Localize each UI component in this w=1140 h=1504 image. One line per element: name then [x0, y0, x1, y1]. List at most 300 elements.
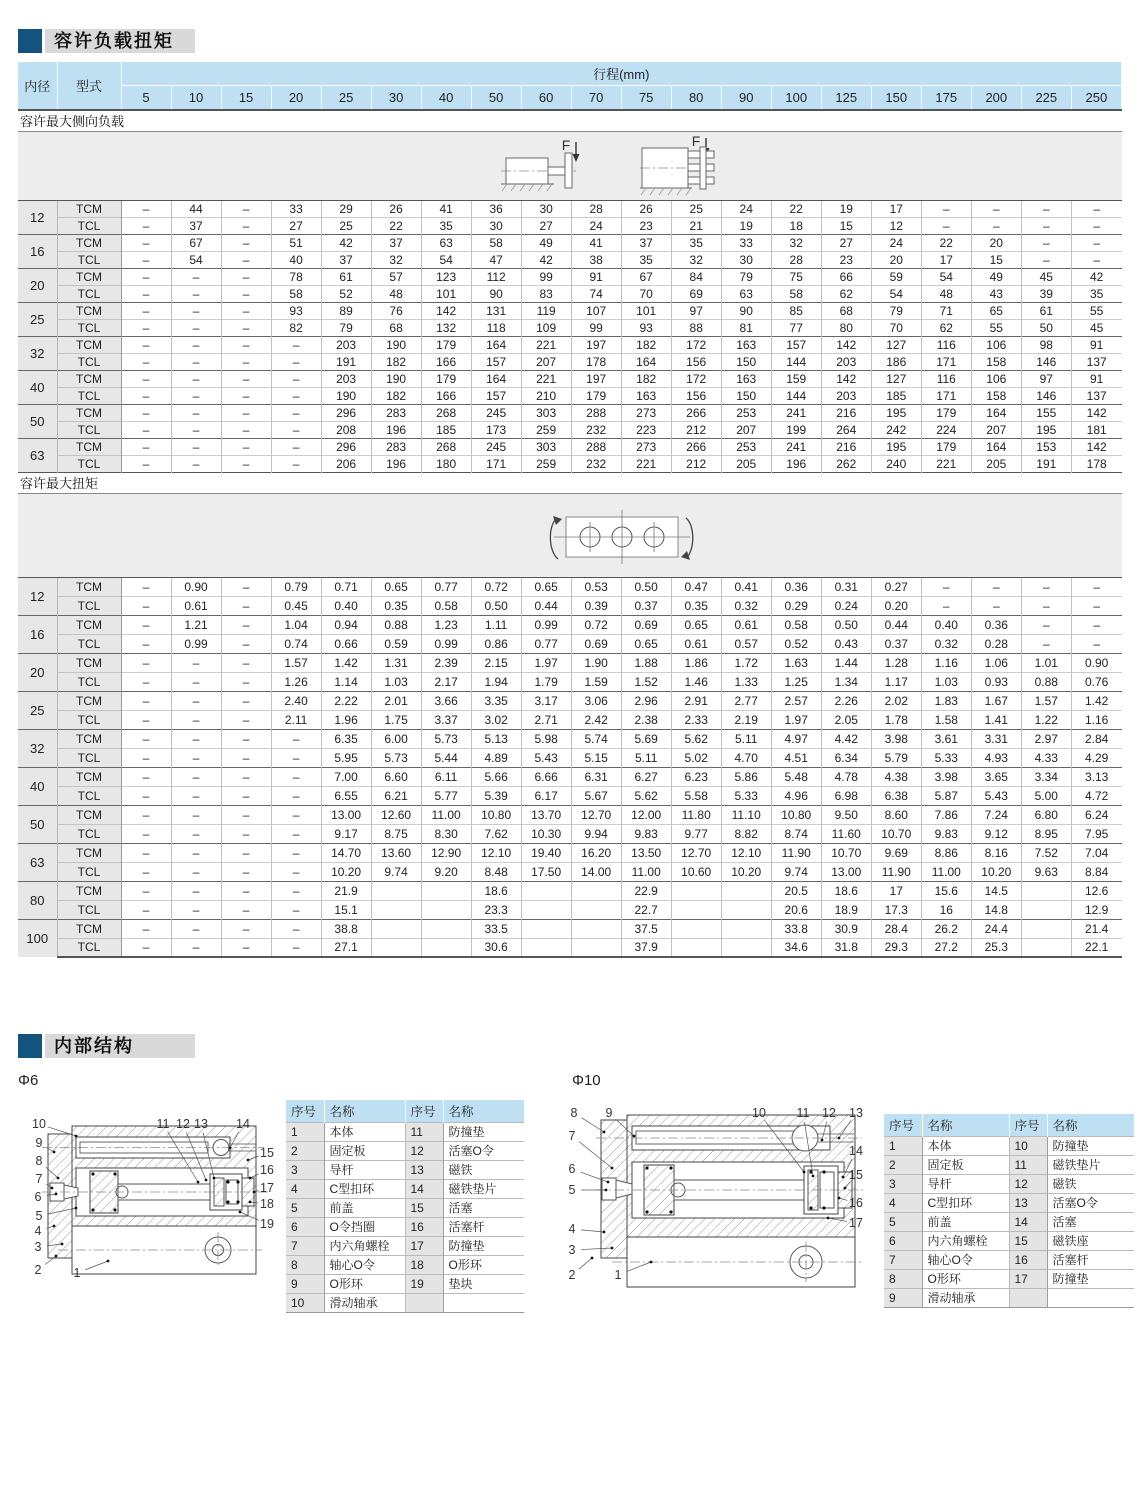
data-row-20-TCL	[18, 285, 1122, 302]
value-cell: 81	[721, 319, 771, 336]
value-cell: 8.48	[471, 862, 521, 881]
value-cell	[371, 919, 421, 938]
value-cell: 22	[921, 234, 971, 251]
value-cell: 15	[821, 217, 871, 234]
value-cell: –	[121, 729, 171, 748]
value-cell: 5.58	[671, 786, 721, 805]
value-cell: 14.70	[321, 843, 371, 862]
title-square-icon	[18, 1034, 42, 1058]
type-cell: TCL	[57, 672, 121, 691]
type-cell: TCL	[57, 900, 121, 919]
value-cell: 3.98	[921, 767, 971, 786]
value-cell: 2.26	[821, 691, 871, 710]
value-cell: 93	[621, 319, 671, 336]
value-cell: 10.80	[471, 805, 521, 824]
value-cell: 1.25	[771, 672, 821, 691]
torque-diagram-band	[18, 493, 1122, 577]
part-number: 10	[1009, 1136, 1047, 1155]
value-cell: –	[171, 805, 221, 824]
value-cell: 17	[921, 251, 971, 268]
value-cell: 6.21	[371, 786, 421, 805]
value-cell: 38	[571, 251, 621, 268]
stroke-col-header: 150	[871, 85, 921, 110]
col-header-name: 名称	[1047, 1114, 1134, 1136]
value-cell: 127	[871, 370, 921, 387]
value-cell: 54	[421, 251, 471, 268]
value-cell: 0.90	[171, 577, 221, 596]
value-cell: 6.35	[321, 729, 371, 748]
value-cell: 27	[521, 217, 571, 234]
value-cell	[721, 919, 771, 938]
part-name: 本体	[324, 1122, 405, 1141]
value-cell: 27	[271, 217, 321, 234]
leader-dot	[650, 1261, 653, 1264]
value-cell: 40	[271, 251, 321, 268]
value-cell: 195	[871, 438, 921, 455]
value-cell: –	[221, 843, 271, 862]
parts-row	[286, 1198, 524, 1217]
value-cell: –	[1071, 200, 1121, 217]
value-cell: 142	[1071, 404, 1121, 421]
value-cell: 18.6	[821, 881, 871, 900]
value-cell: 0.88	[371, 615, 421, 634]
parts-row	[884, 1155, 1134, 1174]
value-cell: 3.35	[471, 691, 521, 710]
callout-number-13: 13	[194, 1117, 208, 1131]
parts-row	[286, 1293, 524, 1312]
value-cell: 182	[621, 336, 671, 353]
value-cell: 137	[1071, 387, 1121, 404]
leader-line	[579, 1258, 592, 1269]
section-header-internal	[18, 1033, 195, 1059]
value-cell: 11.00	[421, 805, 471, 824]
value-cell: 33	[721, 234, 771, 251]
value-cell: –	[121, 710, 171, 729]
value-cell: 0.90	[1071, 653, 1121, 672]
value-cell: –	[1021, 251, 1071, 268]
data-row-32-TCL	[18, 353, 1122, 370]
value-cell: –	[1021, 217, 1071, 234]
type-cell: TCL	[57, 710, 121, 729]
part-name	[443, 1293, 524, 1312]
value-cell: 1.01	[1021, 653, 1071, 672]
bore-column-header: 内径	[18, 62, 57, 110]
torque-diagram	[530, 505, 710, 567]
callout-number-16: 16	[849, 1196, 863, 1210]
value-cell: 5.69	[621, 729, 671, 748]
value-cell	[571, 938, 621, 957]
value-cell: 11.90	[771, 843, 821, 862]
type-cell: TCM	[57, 615, 121, 634]
part-name: 磁铁座	[1047, 1231, 1134, 1250]
value-cell: 196	[371, 421, 421, 438]
value-cell: 144	[771, 387, 821, 404]
part-name: C型扣环	[324, 1179, 405, 1198]
value-cell: 78	[271, 268, 321, 285]
value-cell: 203	[321, 370, 371, 387]
value-cell: 179	[921, 404, 971, 421]
part-number: 2	[884, 1155, 922, 1174]
value-cell: 116	[921, 370, 971, 387]
value-cell: 212	[671, 455, 721, 472]
value-cell: –	[1071, 596, 1121, 615]
value-cell: 195	[1021, 421, 1071, 438]
value-cell: 163	[721, 336, 771, 353]
value-cell: 3.34	[1021, 767, 1071, 786]
leader-dot	[247, 1159, 250, 1162]
value-cell: –	[271, 805, 321, 824]
parts-header-row	[884, 1114, 1134, 1136]
value-cell: 0.76	[1071, 672, 1121, 691]
part-number: 13	[1009, 1193, 1047, 1212]
value-cell: 1.16	[921, 653, 971, 672]
type-cell: TCM	[57, 370, 121, 387]
value-cell: 88	[671, 319, 721, 336]
value-cell: 240	[871, 455, 921, 472]
value-cell: 4.96	[771, 786, 821, 805]
value-cell: 3.06	[571, 691, 621, 710]
value-cell: 90	[471, 285, 521, 302]
value-cell: –	[271, 387, 321, 404]
value-cell: 0.77	[521, 634, 571, 653]
value-cell: 2.38	[621, 710, 671, 729]
value-cell: 1.03	[371, 672, 421, 691]
part-name: 防撞垫	[1047, 1136, 1134, 1155]
value-cell: –	[121, 370, 171, 387]
value-cell: 180	[421, 455, 471, 472]
value-cell: –	[121, 672, 171, 691]
value-cell: 303	[521, 438, 571, 455]
part-number: 3	[884, 1174, 922, 1193]
stroke-col-header: 5	[121, 85, 171, 110]
value-cell	[371, 938, 421, 957]
value-cell: 3.66	[421, 691, 471, 710]
value-cell: 191	[321, 353, 371, 370]
callout-number-4: 4	[568, 1222, 576, 1236]
type-cell: TCM	[57, 691, 121, 710]
type-cell: TCM	[57, 843, 121, 862]
value-cell	[1021, 900, 1071, 919]
value-cell: 66	[821, 268, 871, 285]
value-cell: 10.80	[771, 805, 821, 824]
value-cell: 11.60	[821, 824, 871, 843]
value-cell: 26	[621, 200, 671, 217]
value-cell: 172	[671, 336, 721, 353]
callout-number-4: 4	[34, 1224, 42, 1238]
value-cell: 172	[671, 370, 721, 387]
part-number: 12	[1009, 1174, 1047, 1193]
value-cell: 6.38	[871, 786, 921, 805]
value-cell: –	[1021, 615, 1071, 634]
bore-cell: 16	[18, 234, 57, 268]
type-cell: TCM	[57, 234, 121, 251]
col-header-no: 序号	[884, 1114, 922, 1136]
value-cell: 12.10	[721, 843, 771, 862]
value-cell: 163	[721, 370, 771, 387]
callout-number-2: 2	[568, 1268, 576, 1282]
value-cell	[371, 881, 421, 900]
parts-row	[884, 1193, 1134, 1212]
value-cell: 0.31	[821, 577, 871, 596]
stroke-col-header: 250	[1071, 85, 1121, 110]
value-cell: 91	[1071, 370, 1121, 387]
type-cell: TCL	[57, 285, 121, 302]
value-cell	[1021, 881, 1071, 900]
value-cell: 14.00	[571, 862, 621, 881]
parts-row	[884, 1174, 1134, 1193]
value-cell: 28	[771, 251, 821, 268]
part-name: 滑动轴承	[324, 1293, 405, 1312]
value-cell: 4.93	[971, 748, 1021, 767]
parts-row	[884, 1269, 1134, 1288]
type-cell: TCM	[57, 438, 121, 455]
parts-row	[884, 1136, 1134, 1155]
value-cell: 224	[921, 421, 971, 438]
value-cell: 30.6	[471, 938, 521, 957]
value-cell: 58	[771, 285, 821, 302]
value-cell: 5.77	[421, 786, 471, 805]
value-cell: 5.02	[671, 748, 721, 767]
value-cell: 39	[1021, 285, 1071, 302]
value-cell: 1.58	[921, 710, 971, 729]
part-number: 7	[286, 1236, 324, 1255]
value-cell: 26	[371, 200, 421, 217]
value-cell: 14.5	[971, 881, 1021, 900]
value-cell: 47	[471, 251, 521, 268]
value-cell: –	[171, 881, 221, 900]
value-cell	[521, 938, 571, 957]
value-cell: 142	[821, 336, 871, 353]
bore-cell: 32	[18, 729, 57, 767]
value-cell: –	[121, 824, 171, 843]
stroke-col-header: 20	[271, 85, 321, 110]
data-row-16-TCL	[18, 634, 1122, 653]
value-cell: 91	[1071, 336, 1121, 353]
value-cell: 54	[921, 268, 971, 285]
leader-dot	[107, 1260, 110, 1263]
value-cell: 190	[321, 387, 371, 404]
value-cell: 16	[921, 900, 971, 919]
leader-dot	[821, 1139, 824, 1142]
part-number: 7	[884, 1250, 922, 1269]
part-number: 4	[286, 1179, 324, 1198]
value-cell: –	[271, 729, 321, 748]
value-cell: 0.58	[771, 615, 821, 634]
part-name: 防撞垫	[443, 1122, 524, 1141]
type-cell: TCM	[57, 805, 121, 824]
value-cell: 4.29	[1071, 748, 1121, 767]
value-cell: 0.65	[521, 577, 571, 596]
value-cell: 268	[421, 438, 471, 455]
stroke-col-header: 225	[1021, 85, 1071, 110]
value-cell: –	[221, 234, 271, 251]
value-cell: 1.94	[471, 672, 521, 691]
type-cell: TCM	[57, 268, 121, 285]
value-cell: 62	[821, 285, 871, 302]
value-cell: 26.2	[921, 919, 971, 938]
value-cell: 207	[521, 353, 571, 370]
phi6-body	[42, 1126, 270, 1274]
value-cell: –	[971, 596, 1021, 615]
value-cell: 0.65	[371, 577, 421, 596]
value-cell: 2.77	[721, 691, 771, 710]
value-cell: 127	[871, 336, 921, 353]
value-cell: 112	[471, 268, 521, 285]
value-cell: –	[171, 319, 221, 336]
value-cell: 15.6	[921, 881, 971, 900]
value-cell: 5.00	[1021, 786, 1071, 805]
value-cell: 0.39	[571, 596, 621, 615]
value-cell: 0.52	[771, 634, 821, 653]
value-cell	[571, 900, 621, 919]
data-row-63-TCL	[18, 455, 1122, 472]
lateral-load-subheader	[18, 110, 1122, 131]
value-cell: 69	[671, 285, 721, 302]
value-cell: 24	[571, 217, 621, 234]
type-cell: TCM	[57, 404, 121, 421]
value-cell: –	[121, 268, 171, 285]
value-cell: 28.4	[871, 919, 921, 938]
value-cell: 5.98	[521, 729, 571, 748]
value-cell: 164	[971, 404, 1021, 421]
value-cell: 179	[421, 336, 471, 353]
value-cell: 2.39	[421, 653, 471, 672]
value-cell: 0.43	[821, 634, 871, 653]
value-cell: 221	[921, 455, 971, 472]
data-row-63-TCM	[18, 843, 1122, 862]
value-cell: 25	[671, 200, 721, 217]
value-cell: 0.27	[871, 577, 921, 596]
value-cell: 9.74	[771, 862, 821, 881]
value-cell: 0.86	[471, 634, 521, 653]
value-cell: 118	[471, 319, 521, 336]
value-cell: –	[271, 843, 321, 862]
stroke-col-header: 60	[521, 85, 571, 110]
value-cell: –	[921, 596, 971, 615]
value-cell: –	[221, 285, 271, 302]
data-row-80-TCM	[18, 881, 1122, 900]
value-cell: –	[121, 805, 171, 824]
value-cell: 0.32	[721, 596, 771, 615]
value-cell: –	[1021, 634, 1071, 653]
value-cell: 5.39	[471, 786, 521, 805]
value-cell: 131	[471, 302, 521, 319]
data-row-12-TCL	[18, 596, 1122, 615]
value-cell: –	[221, 710, 271, 729]
torque-label: 容许最大扭矩	[18, 472, 1122, 493]
value-cell: 1.90	[571, 653, 621, 672]
value-cell: –	[171, 285, 221, 302]
data-row-20-TCM	[18, 268, 1122, 285]
value-cell: –	[171, 387, 221, 404]
parts-row	[286, 1160, 524, 1179]
value-cell: 164	[471, 336, 521, 353]
value-cell: 0.79	[271, 577, 321, 596]
part-number: 19	[405, 1274, 443, 1293]
value-cell: –	[271, 786, 321, 805]
value-cell: 0.69	[621, 615, 671, 634]
type-cell: TCM	[57, 302, 121, 319]
value-cell: 196	[771, 455, 821, 472]
value-cell: 35	[421, 217, 471, 234]
value-cell: 273	[621, 438, 671, 455]
value-cell: 0.37	[621, 596, 671, 615]
leader-dot	[844, 1187, 847, 1190]
stroke-col-header: 30	[371, 85, 421, 110]
part-name: 导杆	[324, 1160, 405, 1179]
value-cell: 0.58	[421, 596, 471, 615]
callout-number-6: 6	[34, 1190, 42, 1204]
leader-dot	[611, 1247, 614, 1250]
value-cell: 5.73	[421, 729, 471, 748]
value-cell: 5.33	[921, 748, 971, 767]
value-cell: 22.9	[621, 881, 671, 900]
value-cell: 2.33	[671, 710, 721, 729]
value-cell: 18	[771, 217, 821, 234]
parts-row	[286, 1122, 524, 1141]
part-name: O形环	[922, 1269, 1009, 1288]
type-cell: TCL	[57, 634, 121, 653]
value-cell: 179	[921, 438, 971, 455]
value-cell	[721, 900, 771, 919]
part-number: 10	[286, 1293, 324, 1312]
value-cell: –	[1021, 577, 1071, 596]
value-cell: 0.69	[571, 634, 621, 653]
type-cell: TCL	[57, 421, 121, 438]
value-cell: 0.47	[671, 577, 721, 596]
part-number: 6	[884, 1231, 922, 1250]
type-cell: TCM	[57, 653, 121, 672]
value-cell: –	[171, 729, 221, 748]
parts-row	[286, 1217, 524, 1236]
value-cell: 1.57	[1021, 691, 1071, 710]
value-cell: 37.5	[621, 919, 671, 938]
value-cell: 3.13	[1071, 767, 1121, 786]
value-cell: 23	[621, 217, 671, 234]
leader-dot	[591, 1257, 594, 1260]
value-cell: 0.72	[571, 615, 621, 634]
value-cell: 35	[671, 234, 721, 251]
value-cell: 2.97	[1021, 729, 1071, 748]
part-number: 13	[405, 1160, 443, 1179]
value-cell: –	[171, 767, 221, 786]
value-cell: 30	[721, 251, 771, 268]
value-cell: 10.70	[871, 824, 921, 843]
value-cell: 150	[721, 353, 771, 370]
value-cell: 6.34	[821, 748, 871, 767]
value-cell: 27	[821, 234, 871, 251]
type-cell: TCL	[57, 786, 121, 805]
part-number: 9	[286, 1274, 324, 1293]
stroke-col-header: 25	[321, 85, 371, 110]
value-cell: 70	[871, 319, 921, 336]
leader-dot	[633, 1135, 636, 1138]
value-cell: 22.7	[621, 900, 671, 919]
value-cell: 12.00	[621, 805, 671, 824]
parts-row	[286, 1179, 524, 1198]
value-cell: 2.05	[821, 710, 871, 729]
value-cell: 3.61	[921, 729, 971, 748]
value-cell: 1.22	[1021, 710, 1071, 729]
value-cell: –	[221, 438, 271, 455]
value-cell: –	[271, 455, 321, 472]
value-cell: 52	[321, 285, 371, 302]
value-cell: 0.50	[471, 596, 521, 615]
value-cell: –	[171, 900, 221, 919]
type-cell: TCL	[57, 319, 121, 336]
value-cell: 20	[971, 234, 1021, 251]
value-cell: 0.99	[521, 615, 571, 634]
